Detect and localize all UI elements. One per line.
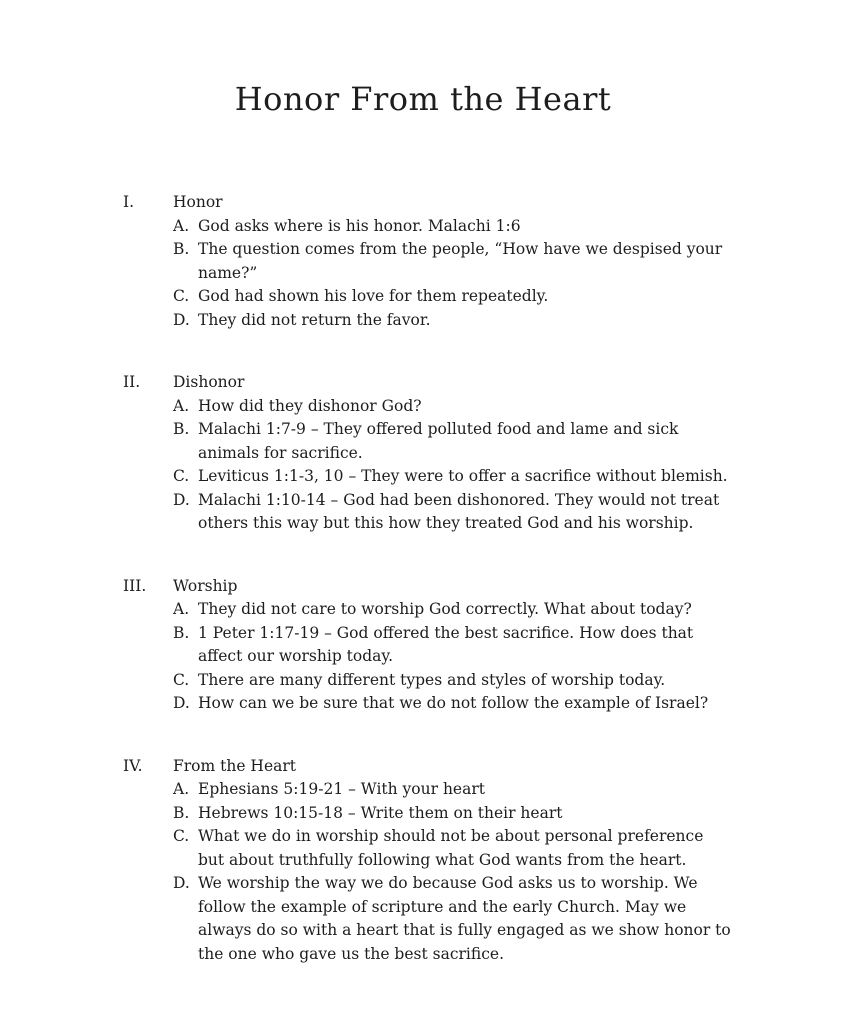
item-text-line: Malachi 1:10-14 – God had been dishonored. They would not treat <box>198 490 720 509</box>
outline-item <box>123 395 755 419</box>
item-text-line: Hebrews 10:15-18 – Write them on their heart <box>198 803 563 822</box>
item-text-line: God had shown his love for them repeatedly. <box>198 287 549 305</box>
outline-item <box>123 309 755 333</box>
section-heading-row <box>123 191 755 215</box>
item-text-line: always do so with a heart that is fully engaged as we show honor to <box>198 921 731 939</box>
item-label: A. <box>173 396 190 415</box>
item-label: B. <box>173 420 190 438</box>
item-label: D. <box>173 310 190 329</box>
item-label: B. <box>173 623 190 642</box>
section-numeral: III. <box>123 576 147 595</box>
section-heading-row <box>123 755 755 779</box>
outline-item <box>123 825 755 872</box>
item-text-line: There are many different types and styles of worship today. <box>198 670 666 689</box>
outline-item <box>123 465 755 489</box>
section-numeral: I. <box>123 193 135 211</box>
item-label: A. <box>173 780 190 798</box>
item-text-line: name?” <box>198 263 258 282</box>
section-heading-row <box>123 371 755 395</box>
item-text <box>198 598 755 622</box>
item-text-line: What we do in worship should not be about personal preference <box>198 827 704 845</box>
outline-section <box>123 191 755 332</box>
section-heading: Honor <box>173 193 223 211</box>
item-text-line: How can we be sure that we do not follow the example of Israel? <box>198 694 709 712</box>
item-text <box>198 692 755 716</box>
item-label: B. <box>173 803 190 822</box>
outline-item <box>123 872 755 966</box>
outline-item <box>123 802 755 826</box>
item-text <box>198 489 755 536</box>
item-text-line: others this way but this how they treated God and his worship. <box>198 514 694 532</box>
item-label: C. <box>173 670 190 689</box>
item-label: B. <box>173 240 190 258</box>
item-text <box>198 872 755 966</box>
outline-item <box>123 215 755 239</box>
item-text <box>198 309 755 333</box>
section-heading: From the Heart <box>173 756 297 775</box>
item-text-line: affect our worship today. <box>198 647 394 665</box>
item-text <box>198 778 755 802</box>
item-label: C. <box>173 827 190 845</box>
outline-item <box>123 598 755 622</box>
item-text-line: 1 Peter 1:17-19 – God offered the best sacrifice. How does that <box>198 623 694 642</box>
section-heading: Dishonor <box>173 373 245 391</box>
outline-item <box>123 238 755 285</box>
document-title: Honor From the Heart <box>234 80 612 118</box>
item-text <box>198 395 755 419</box>
item-label: C. <box>173 287 190 305</box>
item-text-line: The question comes from the people, “How have we despised your <box>198 240 723 258</box>
item-text <box>198 285 755 309</box>
item-label: A. <box>173 600 190 618</box>
item-text-line: They did not care to worship God correctly. What about today? <box>198 600 692 618</box>
section-heading: Worship <box>173 576 238 595</box>
section-numeral: IV. <box>123 756 143 775</box>
outline-item <box>123 622 755 669</box>
item-text-line: animals for sacrifice. <box>198 443 363 462</box>
outline-item <box>123 669 755 693</box>
item-text-line: They did not return the favor. <box>198 310 431 329</box>
item-text-line: How did they dishonor God? <box>198 396 422 415</box>
item-label: C. <box>173 467 190 485</box>
outline-section <box>123 371 755 536</box>
item-text-line: Leviticus 1:1-3, 10 – They were to offer a sacrifice without blemish. <box>198 467 728 485</box>
item-text <box>198 669 755 693</box>
item-text <box>198 825 755 872</box>
item-text <box>198 215 755 239</box>
outline-item <box>123 778 755 802</box>
section-heading-row <box>123 575 755 599</box>
item-text-line: but about truthfully following what God wants from the heart. <box>198 850 687 869</box>
section-numeral: II. <box>123 373 141 391</box>
outline-section <box>123 575 755 716</box>
item-text <box>198 802 755 826</box>
item-text-line: follow the example of scripture and the early Church. May we <box>198 897 687 916</box>
item-label: D. <box>173 874 190 892</box>
item-text-line: God asks where is his honor. Malachi 1:6 <box>198 216 521 235</box>
outline-item <box>123 692 755 716</box>
item-label: A. <box>173 216 190 235</box>
outline-item <box>123 418 755 465</box>
item-text <box>198 238 755 285</box>
item-text <box>198 622 755 669</box>
outline-item <box>123 285 755 309</box>
item-label: D. <box>173 694 190 712</box>
item-text <box>198 418 755 465</box>
item-text-line: We worship the way we do because God asks us to worship. We <box>198 874 698 892</box>
item-label: D. <box>173 490 190 509</box>
item-text-line: Malachi 1:7-9 – They offered polluted food and lame and sick <box>198 420 679 438</box>
outline-item <box>123 489 755 536</box>
outline <box>123 191 755 966</box>
item-text <box>198 465 755 489</box>
item-text-line: the one who gave us the best sacrifice. <box>198 944 504 963</box>
outline-section <box>123 755 755 967</box>
item-text-line: Ephesians 5:19-21 – With your heart <box>198 780 485 798</box>
